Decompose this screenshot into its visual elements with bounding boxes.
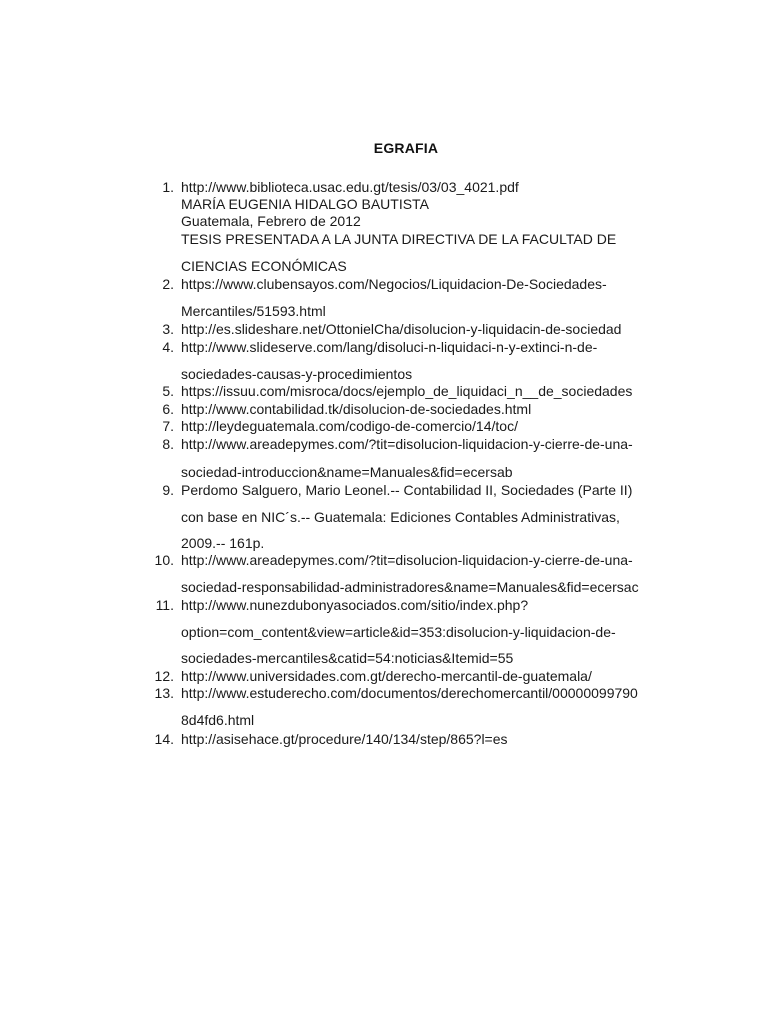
reference-line: TESIS PRESENTADA A LA JUNTA DIRECTIVA DE LA FACULTAD DE	[181, 231, 617, 247]
reference-line: http://www.biblioteca.usac.edu.gt/tesis/03/03_4021.pdf	[181, 179, 519, 195]
reference-line: 2009.-- 161p.	[181, 535, 265, 551]
list-number: 11.	[155, 597, 174, 613]
list-number: 14.	[154, 731, 174, 747]
list-number: 2.	[162, 276, 174, 292]
reference-line: http://www.slideserve.com/lang/disoluci-n-liquidaci-n-y-extinci-n-de-	[181, 339, 598, 355]
list-number: 4.	[162, 339, 174, 355]
list-number: 12.	[154, 668, 174, 684]
reference-line: con base en NIC´s.-- Guatemala: Ediciones Contables Administrativas,	[181, 509, 620, 525]
list-number: 10.	[154, 552, 174, 568]
reference-line: Mercantiles/51593.html	[181, 303, 326, 319]
reference-line: sociedades-causas-y-procedimientos	[181, 366, 413, 382]
reference-line: Guatemala, Febrero de 2012	[181, 213, 361, 229]
reference-line: http://www.universidades.com.gt/derecho-mercantil-de-guatemala/	[181, 668, 592, 684]
reference-line: http://www.areadepymes.com/?tit=disolucion-liquidacion-y-cierre-de-una-	[181, 552, 633, 568]
list-number: 3.	[162, 321, 174, 337]
list-number: 1.	[162, 179, 174, 195]
reference-line: https://issuu.com/misroca/docs/ejemplo_de_liquidaci_n__de_sociedades	[181, 383, 633, 399]
reference-line: option=com_content&view=article&id=353:disolucion-y-liquidacion-de-	[181, 624, 616, 640]
reference-line: 8d4fd6.html	[181, 712, 255, 728]
reference-line: http://www.nunezdubonyasociados.com/sitio/index.php?	[181, 597, 529, 613]
reference-line: http://www.areadepymes.com/?tit=disolucion-liquidacion-y-cierre-de-una-	[181, 436, 633, 452]
list-number: 8.	[162, 436, 174, 452]
reference-line: sociedad-introduccion&name=Manuales&fid=ecersab	[181, 464, 513, 480]
page-title: EGRAFIA	[373, 140, 439, 156]
reference-line: http://www.contabilidad.tk/disolucion-de-sociedades.html	[181, 401, 532, 417]
reference-line: http://www.estuderecho.com/documentos/derechomercantil/00000099790	[181, 685, 638, 701]
reference-line: MARÍA EUGENIA HIDALGO BAUTISTA	[181, 196, 429, 212]
list-number: 13.	[154, 685, 174, 701]
list-number: 9.	[162, 482, 174, 498]
reference-line: Perdomo Salguero, Mario Leonel.-- Contabilidad II, Sociedades (Parte II)	[181, 482, 633, 498]
reference-line: https://www.clubensayos.com/Negocios/Liquidacion-De-Sociedades-	[181, 276, 607, 292]
reference-line: http://es.slideshare.net/OttonielCha/disolucion-y-liquidacin-de-sociedad	[181, 321, 622, 337]
reference-line: sociedad-responsabilidad-administradores&name=Manuales&fid=ecersac	[181, 579, 639, 595]
reference-line: sociedades-mercantiles&catid=54:noticias&Itemid=55	[181, 650, 514, 666]
reference-line: http://leydeguatemala.com/codigo-de-comercio/14/toc/	[181, 418, 518, 434]
list-number: 6.	[162, 401, 174, 417]
list-number: 7.	[162, 418, 174, 434]
reference-line: CIENCIAS ECONÓMICAS	[181, 258, 347, 274]
reference-line: http://asisehace.gt/procedure/140/134/step/865?l=es	[181, 731, 508, 747]
list-number: 5.	[162, 383, 174, 399]
